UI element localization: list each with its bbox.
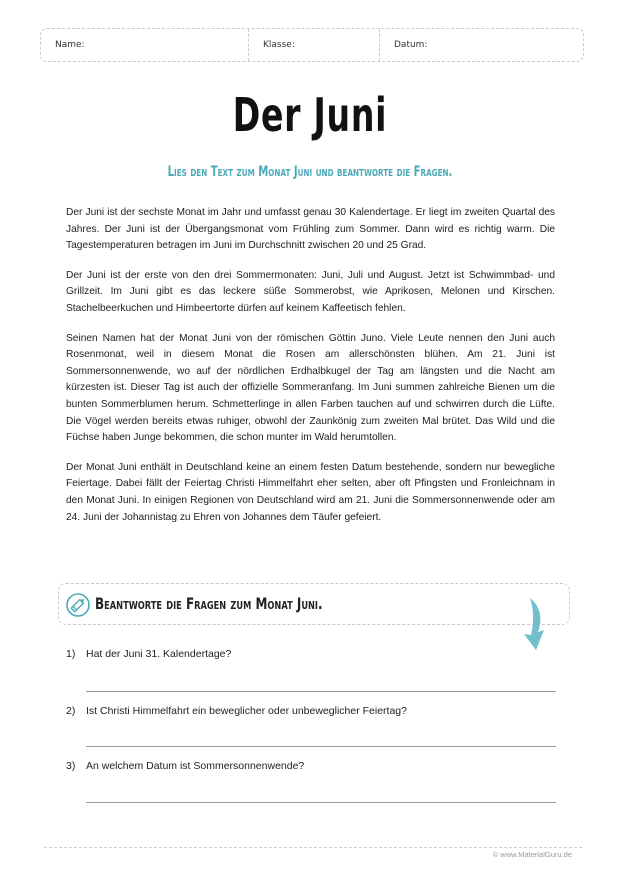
question-text: Ist Christi Himmelfahrt ein beweglicher oder unbeweglicher Feiertag? xyxy=(86,705,407,717)
page-title: Der Juni xyxy=(232,88,388,142)
pencil-icon xyxy=(65,592,91,618)
question-number: 1) xyxy=(66,648,76,660)
paragraph: Der Juni ist der sechste Monat im Jahr und umfasst genau 30 Kalendertage. Er liegt im zweiten Quartal des Jahres. Der Juni ist der Übergangsmonat vom Frühling zum Sommer. Dann wird es richtig warm. Die Tagestemperaturen betragen im Juni im Durchschnitt zwischen 20 und 25 Grad. xyxy=(66,207,555,252)
question-3 xyxy=(66,760,304,772)
answer-line-1[interactable] xyxy=(86,691,556,692)
paragraph: Seinen Namen hat der Monat Juni von der römischen Göttin Juno. Viele Leute nennen den Juni auch Rosenmonat, weil in diesem Monat die Rosen am allerschönsten blühen. Am 21. Juni ist Sommersonnenwende, wo auf der nördlichen Erdhalbkugel der Tag am längsten und die Nacht am kürzesten ist. Dieser Tag ist auch der offizielle Sommeranfang. Im Juni summen zahlreiche Bienen um die bunten Sommerblumen herum. Schmetterlinge in allen Farben tauchen auf und schwirren durch die Lüfte. Die Vögel werden bereits etwas ruhiger, obwohl der Zaunkönig zum zweiten Mal brütet. Das Wild und die Füchse haben Junge bekommen, die schon munter im Wald herumtollen. xyxy=(66,332,555,444)
question-text: An welchem Datum ist Sommersonnenwende? xyxy=(86,760,305,772)
name-label: Name: xyxy=(55,40,85,50)
paragraph: Der Juni ist der erste von den drei Sommermonaten: Juni, Juli und August. Jetzt ist Schwimmbad- und Grillzeit. Im Juni gibt es das leckere süße Sommerobst, wie Aprikosen, Melonen und Kirschen. Stachelbeerkuchen und Himbeertorte dürfen auf keinem Kaffeetisch fehlen. xyxy=(66,269,555,314)
questions-header-box xyxy=(58,583,570,625)
student-info-header xyxy=(40,28,584,62)
klasse-field[interactable] xyxy=(248,29,379,61)
curved-arrow-icon xyxy=(512,596,550,652)
question-2 xyxy=(66,705,407,717)
name-field[interactable] xyxy=(41,29,248,61)
paragraph: Der Monat Juni enthält in Deutschland keine an einem festen Datum bestehende, sondern nur bewegliche Feiertage. Dabei fällt der Feiertag Christi Himmelfahrt eher selten, aber oft Pfingsten und Fronleichnam in den Monat Juni. In einigen Regionen von Deutschland wird am 21. Juni die Sommersonnenwende oder am 24. Juni der Johannistag zu Ehren von Johannes dem Täufer gefeiert. xyxy=(66,461,555,523)
question-1 xyxy=(66,648,231,660)
question-number: 3) xyxy=(66,760,76,772)
answer-line-3[interactable] xyxy=(86,802,556,803)
answer-line-2[interactable] xyxy=(86,746,556,747)
question-number: 2) xyxy=(66,705,76,717)
footer-credit: © www.MaterialGuru.de xyxy=(492,850,572,859)
questions-title: Beantworte die Fragen zum Monat Juni. xyxy=(95,594,323,613)
page-subtitle: Lies den Text zum Monat Juni und beantworte die Fragen. xyxy=(167,164,453,180)
datum-field[interactable] xyxy=(379,29,583,61)
klasse-label: Klasse: xyxy=(263,40,295,50)
footer-divider xyxy=(44,847,582,848)
question-text: Hat der Juni 31. Kalendertage? xyxy=(86,648,232,660)
reading-text xyxy=(66,205,555,539)
datum-label: Datum: xyxy=(394,40,428,50)
